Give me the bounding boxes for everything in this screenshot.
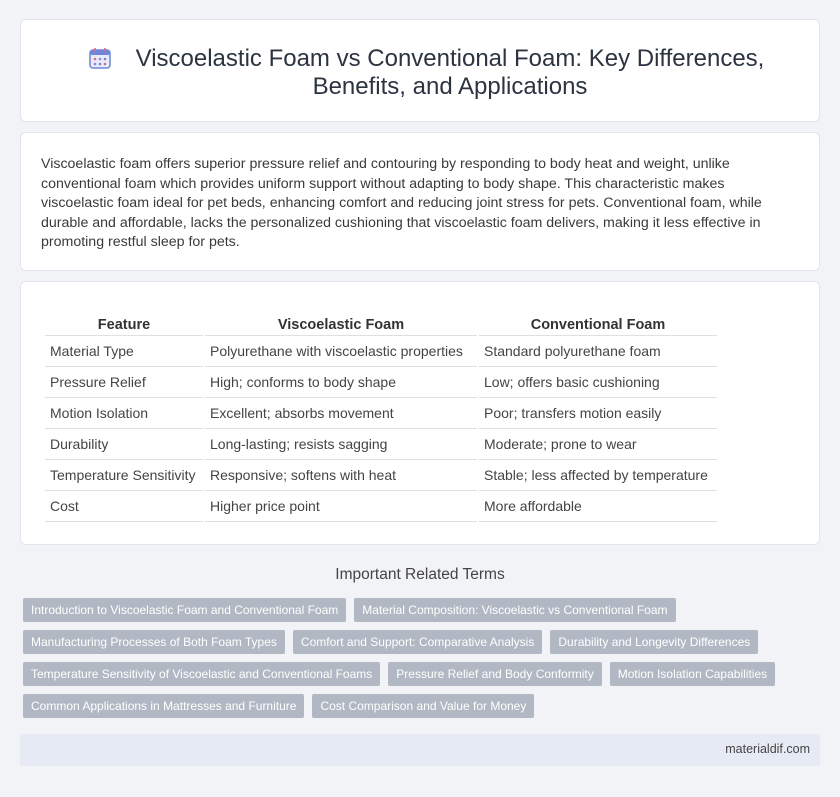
- table-cell: Cost: [45, 491, 203, 522]
- related-term-tag[interactable]: Manufacturing Processes of Both Foam Types: [23, 630, 285, 654]
- table-cell: High; conforms to body shape: [205, 367, 477, 398]
- related-term-tag[interactable]: Introduction to Viscoelastic Foam and Conventional Foam: [23, 598, 346, 622]
- related-terms-heading: Important Related Terms: [335, 566, 505, 583]
- table-cell: Long-lasting; resists sagging: [205, 429, 477, 460]
- table-cell: Responsive; softens with heat: [205, 460, 477, 491]
- table-cell: Excellent; absorbs movement: [205, 398, 477, 429]
- table-header-row: [45, 314, 717, 336]
- related-term-tag[interactable]: Motion Isolation Capabilities: [610, 662, 775, 686]
- table-cell: Higher price point: [205, 491, 477, 522]
- footer-site-link[interactable]: materialdif.com: [725, 742, 810, 756]
- table-cell: Stable; less affected by temperature: [479, 460, 717, 491]
- related-term-tag[interactable]: Cost Comparison and Value for Money: [312, 694, 534, 718]
- table-cell: Polyurethane with viscoelastic properties: [205, 336, 477, 367]
- related-term-tag[interactable]: Material Composition: Viscoelastic vs Conventional Foam: [354, 598, 675, 622]
- table-row: [45, 367, 717, 398]
- related-term-tag[interactable]: Durability and Longevity Differences: [550, 630, 758, 654]
- table-cell: Pressure Relief: [45, 367, 203, 398]
- comparison-card: [20, 281, 820, 545]
- table-header-conventional: Conventional Foam: [479, 314, 717, 336]
- related-term-tag[interactable]: Common Applications in Mattresses and Furniture: [23, 694, 304, 718]
- intro-card: [20, 132, 820, 271]
- table-cell: Durability: [45, 429, 203, 460]
- title-card: [20, 19, 820, 122]
- related-term-tag[interactable]: Temperature Sensitivity of Viscoelastic and Conventional Foams: [23, 662, 380, 686]
- comparison-table: [43, 314, 719, 522]
- table-row: [45, 398, 717, 429]
- table-cell: Motion Isolation: [45, 398, 203, 429]
- related-term-tag[interactable]: Comfort and Support: Comparative Analysis: [293, 630, 542, 654]
- table-header-feature: Feature: [45, 314, 203, 336]
- page-title: Viscoelastic Foam vs Conventional Foam: Key Differences, Benefits, and Applications: [135, 45, 765, 100]
- related-term-tag[interactable]: Pressure Relief and Body Conformity: [388, 662, 601, 686]
- table-row: [45, 460, 717, 491]
- table-cell: Standard polyurethane foam: [479, 336, 717, 367]
- footer-bar: [20, 734, 820, 766]
- table-header-viscoelastic: Viscoelastic Foam: [205, 314, 477, 336]
- intro-paragraph: Viscoelastic foam offers superior pressure relief and contouring by responding to body heat and weight, unlike conventional foam which provides uniform support without adapting to body shape. This characteristic makes viscoelastic foam ideal for pet beds, enhancing comfort and reducing joint stress for pets. Conventional foam, while durable and affordable, lacks the personalized cushioning that viscoelastic foam delivers, making it less effective in promoting restful sleep for pets.: [41, 156, 762, 251]
- related-terms-list: [23, 598, 813, 718]
- table-cell: Poor; transfers motion easily: [479, 398, 717, 429]
- table-cell: Material Type: [45, 336, 203, 367]
- table-cell: Temperature Sensitivity: [45, 460, 203, 491]
- table-cell: Low; offers basic cushioning: [479, 367, 717, 398]
- table-cell: Moderate; prone to wear: [479, 429, 717, 460]
- table-cell: More affordable: [479, 491, 717, 522]
- table-row: [45, 336, 717, 367]
- table-row: [45, 491, 717, 522]
- table-row: [45, 429, 717, 460]
